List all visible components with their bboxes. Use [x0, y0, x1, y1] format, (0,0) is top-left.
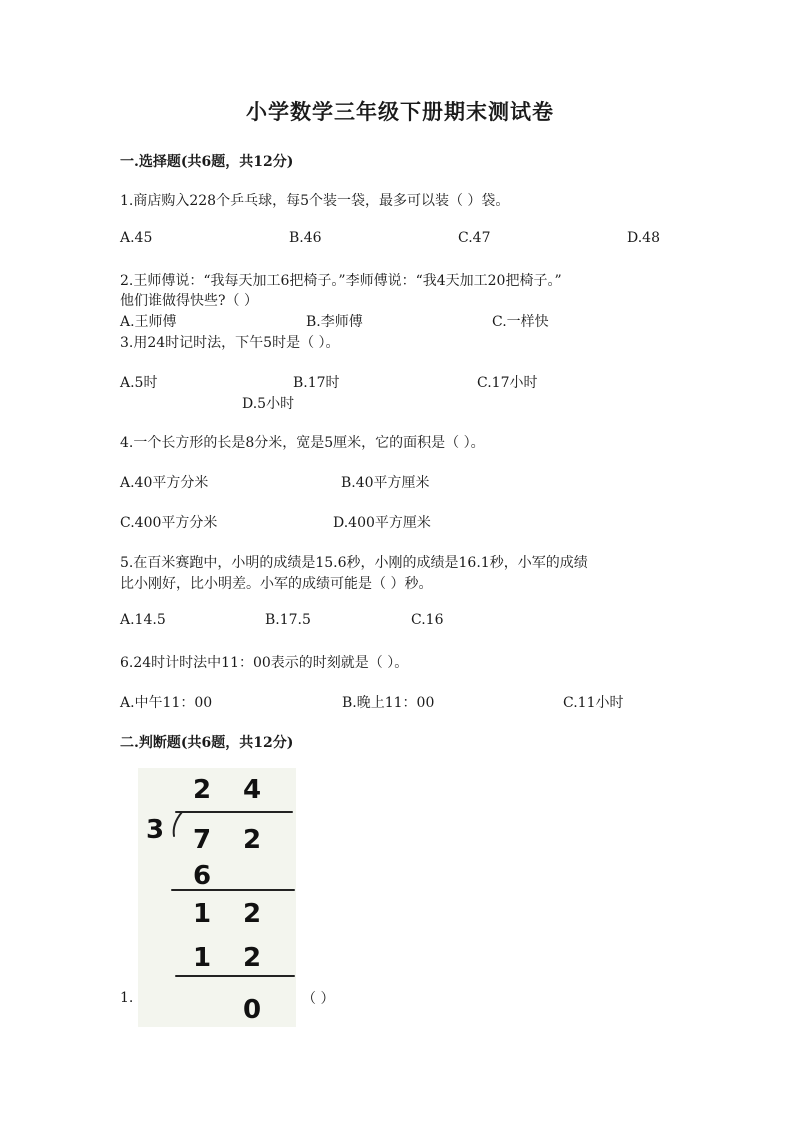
division-bracket [174, 812, 182, 836]
section-heading-judgement: 二.判断题(共6题，共12分) [120, 735, 294, 751]
question-1-option-a[interactable]: A.45 [120, 230, 153, 246]
question-6-option-b[interactable]: B.晚上11：00 [342, 695, 435, 711]
remainder-digit-ones: 2 [242, 899, 262, 929]
question-5-text-line2: 比小刚好，比小明差。小军的成绩可能是（ ）秒。 [120, 576, 433, 592]
subtract-step-2-ones: 2 [242, 943, 262, 973]
question-4-option-d[interactable]: D.400平方厘米 [333, 515, 431, 531]
question-1-text: 1.商店购入228个乒乓球，每5个装一袋，最多可以装（ ）袋。 [120, 193, 510, 209]
question-4-option-c[interactable]: C.400平方分米 [120, 515, 218, 531]
dividend-digit-tens: 7 [192, 825, 212, 855]
long-division-image [138, 768, 296, 1027]
question-5-option-b[interactable]: B.17.5 [265, 612, 311, 628]
question-6-option-c[interactable]: C.11小时 [563, 695, 624, 711]
question-3-text: 3.用24时记时法，下午5时是（ ）。 [120, 335, 340, 351]
question-3-option-d[interactable]: D.5小时 [242, 396, 295, 412]
question-3-option-c[interactable]: C.17小时 [477, 375, 538, 391]
subtract-step-1: 6 [192, 861, 212, 891]
question-4-option-b[interactable]: B.40平方厘米 [341, 475, 430, 491]
question-5-option-c[interactable]: C.16 [411, 612, 444, 628]
dividend-digit-ones: 2 [242, 825, 262, 855]
subtract-step-2-tens: 1 [192, 943, 212, 973]
section-heading-choice: 一.选择题(共6题，共12分) [120, 154, 294, 170]
question-6-text: 6.24时计时法中11：00表示的时刻就是（ ）。 [120, 655, 409, 671]
question-1-option-c[interactable]: C.47 [458, 230, 491, 246]
question-2-option-a[interactable]: A.王师傅 [120, 314, 177, 330]
judgement-1-answer-paren[interactable]: （ ） [302, 991, 335, 1007]
divisor: 3 [145, 815, 165, 845]
question-2-text-line1: 2.王师傅说：“我每天加工6把椅子。”李师傅说：“我4天加工20把椅子。” [120, 273, 562, 289]
question-5-option-a[interactable]: A.14.5 [120, 612, 166, 628]
question-2-option-b[interactable]: B.李师傅 [306, 314, 363, 330]
judgement-1-number: 1. [120, 990, 134, 1006]
question-4-option-a[interactable]: A.40平方分米 [120, 475, 209, 491]
question-1-option-d[interactable]: D.48 [627, 230, 660, 246]
question-2-text-line2: 他们谁做得快些?（ ） [120, 293, 258, 309]
question-5-text-line1: 5.在百米赛跑中，小明的成绩是15.6秒，小刚的成绩是16.1秒，小军的成绩 [120, 555, 588, 571]
question-3-option-b[interactable]: B.17时 [293, 375, 340, 391]
question-6-option-a[interactable]: A.中午11：00 [120, 695, 213, 711]
final-remainder: 0 [242, 995, 262, 1025]
question-2-option-c[interactable]: C.一样快 [492, 314, 549, 330]
quotient-digit-tens: 2 [192, 775, 212, 805]
page-title: 小学数学三年级下册期末测试卷 [246, 99, 554, 124]
quotient-digit-ones: 4 [242, 775, 262, 805]
question-1-option-b[interactable]: B.46 [289, 230, 322, 246]
question-3-option-a[interactable]: A.5时 [120, 375, 158, 391]
question-4-text: 4.一个长方形的长是8分米，宽是5厘米，它的面积是（ ）。 [120, 435, 485, 451]
remainder-digit-tens: 1 [192, 899, 212, 929]
